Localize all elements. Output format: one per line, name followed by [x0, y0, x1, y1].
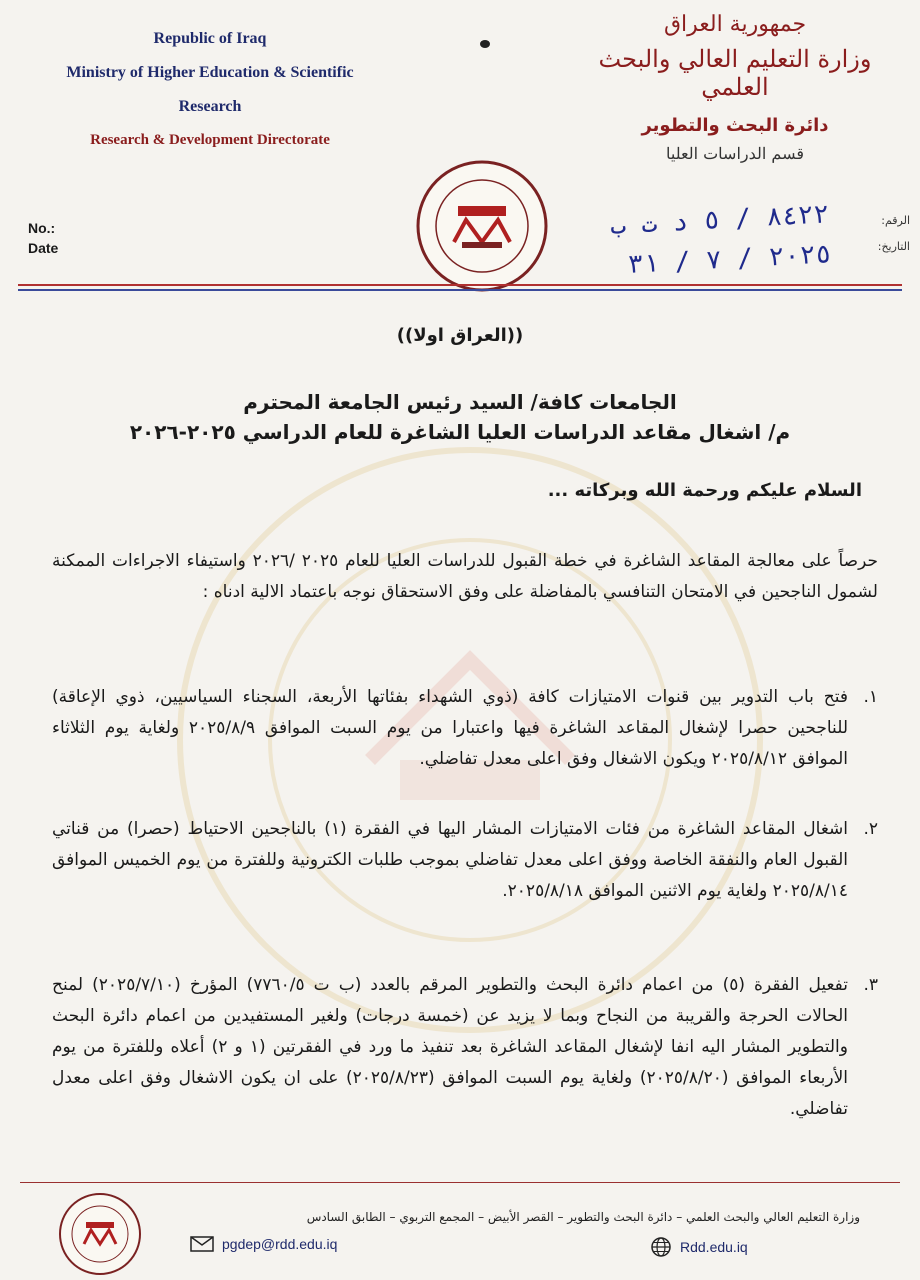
footer-seal — [58, 1192, 142, 1276]
footer-rule — [20, 1182, 900, 1183]
item-number: ١. — [863, 687, 878, 707]
no-date-block — [28, 218, 58, 258]
mail-icon — [190, 1236, 214, 1252]
addressee: الجامعات كافة/ السيد رئيس الجامعة المحترم — [243, 390, 677, 414]
ref-labels — [878, 208, 910, 260]
ar-country: جمهورية العراق — [663, 12, 807, 37]
item-text: فتح باب التدوير بين قنوات الامتيازات كافة (ذوي الشهداء بفئاتها الأربعة، السجناء السياسيين، ذوي الإعاقة) للناجحين حصرا لإشغال المقاعد الشاغرة فيها واعتبارا من يوم السبت الموافق ٢٠٢٥/٨/٩ ولغاية يوم الثلاثاء الموافق ٢٠٢٥/٨/١٢ ويكون الاشغال وفق اعلى معدل تفاضلي. — [52, 687, 848, 769]
en-directorate: Research & Development Directorate — [90, 132, 330, 148]
ref-date-value: ٢٠٢٥ / ٧ / ٣١ — [626, 239, 832, 280]
english-header — [20, 30, 400, 149]
ar-directorate: دائرة البحث والتطوير — [641, 115, 829, 136]
intro-paragraph: حرصاً على معالجة المقاعد الشاغرة في خطة القبول للدراسات العليا للعام ٢٠٢٥ /٢٠٢٦ واستيفاء الاجراءات الممكنة لشمول الناجحين في الامتحان التنافسي بالمفاضلة على وفق الاستحقاق نوجه باعتماد الالية ادناه : — [52, 551, 878, 602]
footer-address: وزارة التعليم العالي والبحث العلمي – دائرة البحث والتطوير – القصر الأبيض – المجمع التربوي – الطابق السادس — [306, 1210, 860, 1224]
en-ministry-cont: Research — [178, 98, 242, 115]
item-number: ٣. — [863, 975, 878, 995]
footer-website[interactable] — [650, 1236, 748, 1258]
ref-no-label: الرقم: — [881, 214, 910, 227]
item-number: ٢. — [863, 819, 878, 839]
email-text[interactable]: pgdep@rdd.edu.iq — [222, 1236, 338, 1252]
item-text: اشغال المقاعد الشاغرة من فئات الامتيازات المشار اليها في الفقرة (١) بالناجحين الاحتياط (حصرا) من قناتي القبول العام والنفقة الخاصة ووفق اعلى معدل تفاضلي بموجب طلبات الكترونية وللفترة من يوم الخميس الموافق ٢٠٢٥/٨/١٤ ولغاية يوم الاثنين الموافق ٢٠٢٥/٨/١٨. — [52, 819, 848, 901]
motto: ((العراق اولا)) — [396, 325, 524, 346]
header-rule-blue — [18, 289, 902, 291]
ref-no-value: ٨٤٢٢ / ٥ د ت ب — [609, 199, 830, 241]
ar-department: قسم الدراسات العليا — [665, 144, 804, 163]
handwritten-ref — [609, 194, 832, 285]
ink-dot — [480, 40, 490, 48]
ref-date-label: التاريخ: — [877, 240, 910, 253]
footer-email[interactable] — [190, 1236, 337, 1252]
date-label: Date — [28, 240, 59, 256]
website-text[interactable]: Rdd.edu.iq — [680, 1239, 748, 1255]
ministry-seal — [414, 158, 550, 294]
header-rule-red — [18, 284, 902, 286]
list-item — [52, 682, 878, 775]
greeting: السلام عليكم ورحمة الله وبركاته ... — [547, 480, 862, 501]
globe-icon — [650, 1236, 672, 1258]
item-text: تفعيل الفقرة (٥) من اعمام دائرة البحث والتطوير المرقم بالعدد (ب ت ٧٧٦٠/٥) المؤرخ (٢٠٢٥/٧/١٠) لمنح الحالات الحرجة والقريبة من النجاح وبما لا يزيد عن (خمسة درجات) ولغير المستفيدين من اعمام دائرة البحث والتطوير المشار اليه انفا لإشغال المقاعد الشاغرة بعد تنفيذ ما ورد في الفقرتين (١ و ٢) أعلاه وللفترة من يوم الأربعاء الموافق (٢٠٢٥/٨/٢٠) ولغاية يوم السبت الموافق (٢٠٢٥/٨/٢٣) على ان يكون الاشغال وفق اعلى معدل تفاضلي. — [52, 975, 849, 1119]
en-country: Republic of Iraq — [153, 30, 267, 47]
list-item — [52, 970, 878, 1125]
no-label: No.: — [28, 220, 56, 236]
list-item — [52, 814, 878, 907]
ar-ministry: وزارة التعليم العالي والبحث العلمي — [598, 45, 872, 101]
en-ministry: Ministry of Higher Education & Scientific — [66, 64, 354, 81]
subject: م/ اشغال مقاعد الدراسات العليا الشاغرة للعام الدراسي ٢٠٢٥-٢٠٢٦ — [129, 420, 791, 444]
arabic-header — [570, 12, 900, 163]
